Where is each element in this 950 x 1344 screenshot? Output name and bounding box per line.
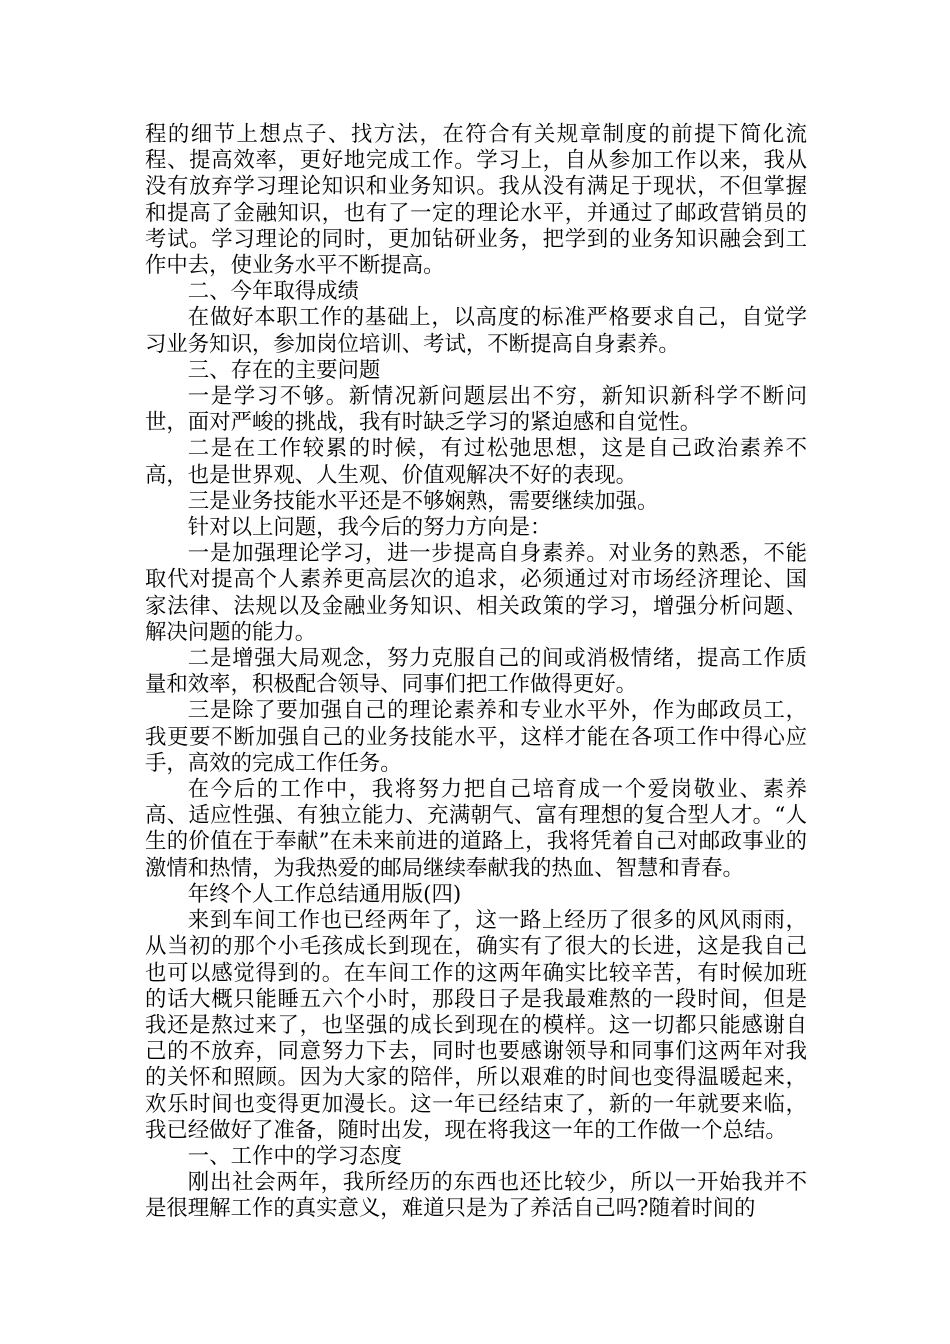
paragraph-direction-intro: 针对以上问题，我今后的努力方向是：: [187, 515, 552, 541]
section-heading-learning-attitude: 一、工作中的学习态度: [187, 1143, 402, 1169]
paragraph-problem-1: 一是学习不够。新情况新问题层出不穷，新知识新科学不断问世，面对严峻的挑战，我有时缺乏学习的紧迫感和自觉性。: [145, 384, 807, 436]
paragraph-problem-3: 三是业务技能水平还是不够娴熟，需要继续加强。: [187, 488, 659, 514]
section-heading-problems: 三、存在的主要问题: [187, 357, 381, 383]
paragraph-achievements: 在做好本职工作的基础上，以高度的标准严格要求自己，自觉学习业务知识，参加岗位培训、考试，不断提高自身素养。: [145, 305, 807, 357]
document-page: [145, 122, 807, 1223]
section-heading-achievements: 二、今年取得成绩: [187, 279, 359, 305]
paragraph-workshop-intro: 来到车间工作也已经两年了，这一路上经历了很多的风风雨雨，从当初的那个小毛孩成长到现在，确实有了很大的长进，这是我自己也可以感觉得到的。在车间工作的这两年确实比较辛苦，有时候加班的话大概只能睡五六个小时，那段日子是我最难熬的一段时间，但是我还是熬过来了，也坚强的成长到现在的模样。这一切都只能感谢自己的不放弃，同意努力下去，同时也要感谢领导和同事们这两年对我的关怀和照顾。因为大家的陪伴，所以艰难的时间也变得温暖起来，欢乐时间也变得更加漫长。这一年已经结束了，新的一年就要来临，我已经做好了准备，随时出发，现在将我这一年的工作做一个总结。: [145, 908, 807, 1143]
paragraph-direction-2: 二是增强大局观念，努力克服自己的间或消极情绪，提高工作质量和效率，积极配合领导、同事们把工作做得更好。: [145, 646, 807, 698]
paragraph-direction-1: 一是加强理论学习，进一步提高自身素养。对业务的熟悉，不能取代对提高个人素养更高层次的追求，必须通过对市场经济理论、国家法律、法规以及金融业务知识、相关政策的学习，增强分析问题、解决问题的能力。: [145, 541, 807, 645]
paragraph-learning-attitude: 刚出社会两年，我所经历的东西也还比较少，所以一开始我并不是很理解工作的真实意义，难道只是为了养活自己吗?随着时间的: [145, 1170, 807, 1222]
paragraph-problem-2: 二是在工作较累的时候，有过松弛思想，这是自己政治素养不高，也是世界观、人生观、价值观解决不好的表现。: [145, 436, 807, 488]
document-title-part-4: 年终个人工作总结通用版(四): [187, 881, 462, 907]
paragraph-direction-3: 三是除了要加强自己的理论素养和专业水平外，作为邮政员工，我更要不断加强自己的业务技能水平，这样才能在各项工作中得心应手，高效的完成工作任务。: [145, 698, 807, 776]
paragraph-future-work: 在今后的工作中，我将努力把自己培育成一个爱岗敬业、素养高、适应性强、有独立能力、充满朝气、富有理想的复合型人才。“人生的价值在于奉献”在未来前进的道路上，我将凭着自己对邮政事业的激情和热情，为我热爱的邮局继续奉献我的热血、智慧和青春。: [145, 777, 807, 881]
paragraph-continuation: 程的细节上想点子、找方法，在符合有关规章制度的前提下简化流程、提高效率，更好地完成工作。学习上，自从参加工作以来，我从没有放弃学习理论知识和业务知识。我从没有满足于现状，不但掌握和提高了金融知识，也有了一定的理论水平，并通过了邮政营销员的考试。学习理论的同时，更加钻研业务，把学到的业务知识融会到工作中去，使业务水平不断提高。: [145, 122, 807, 279]
